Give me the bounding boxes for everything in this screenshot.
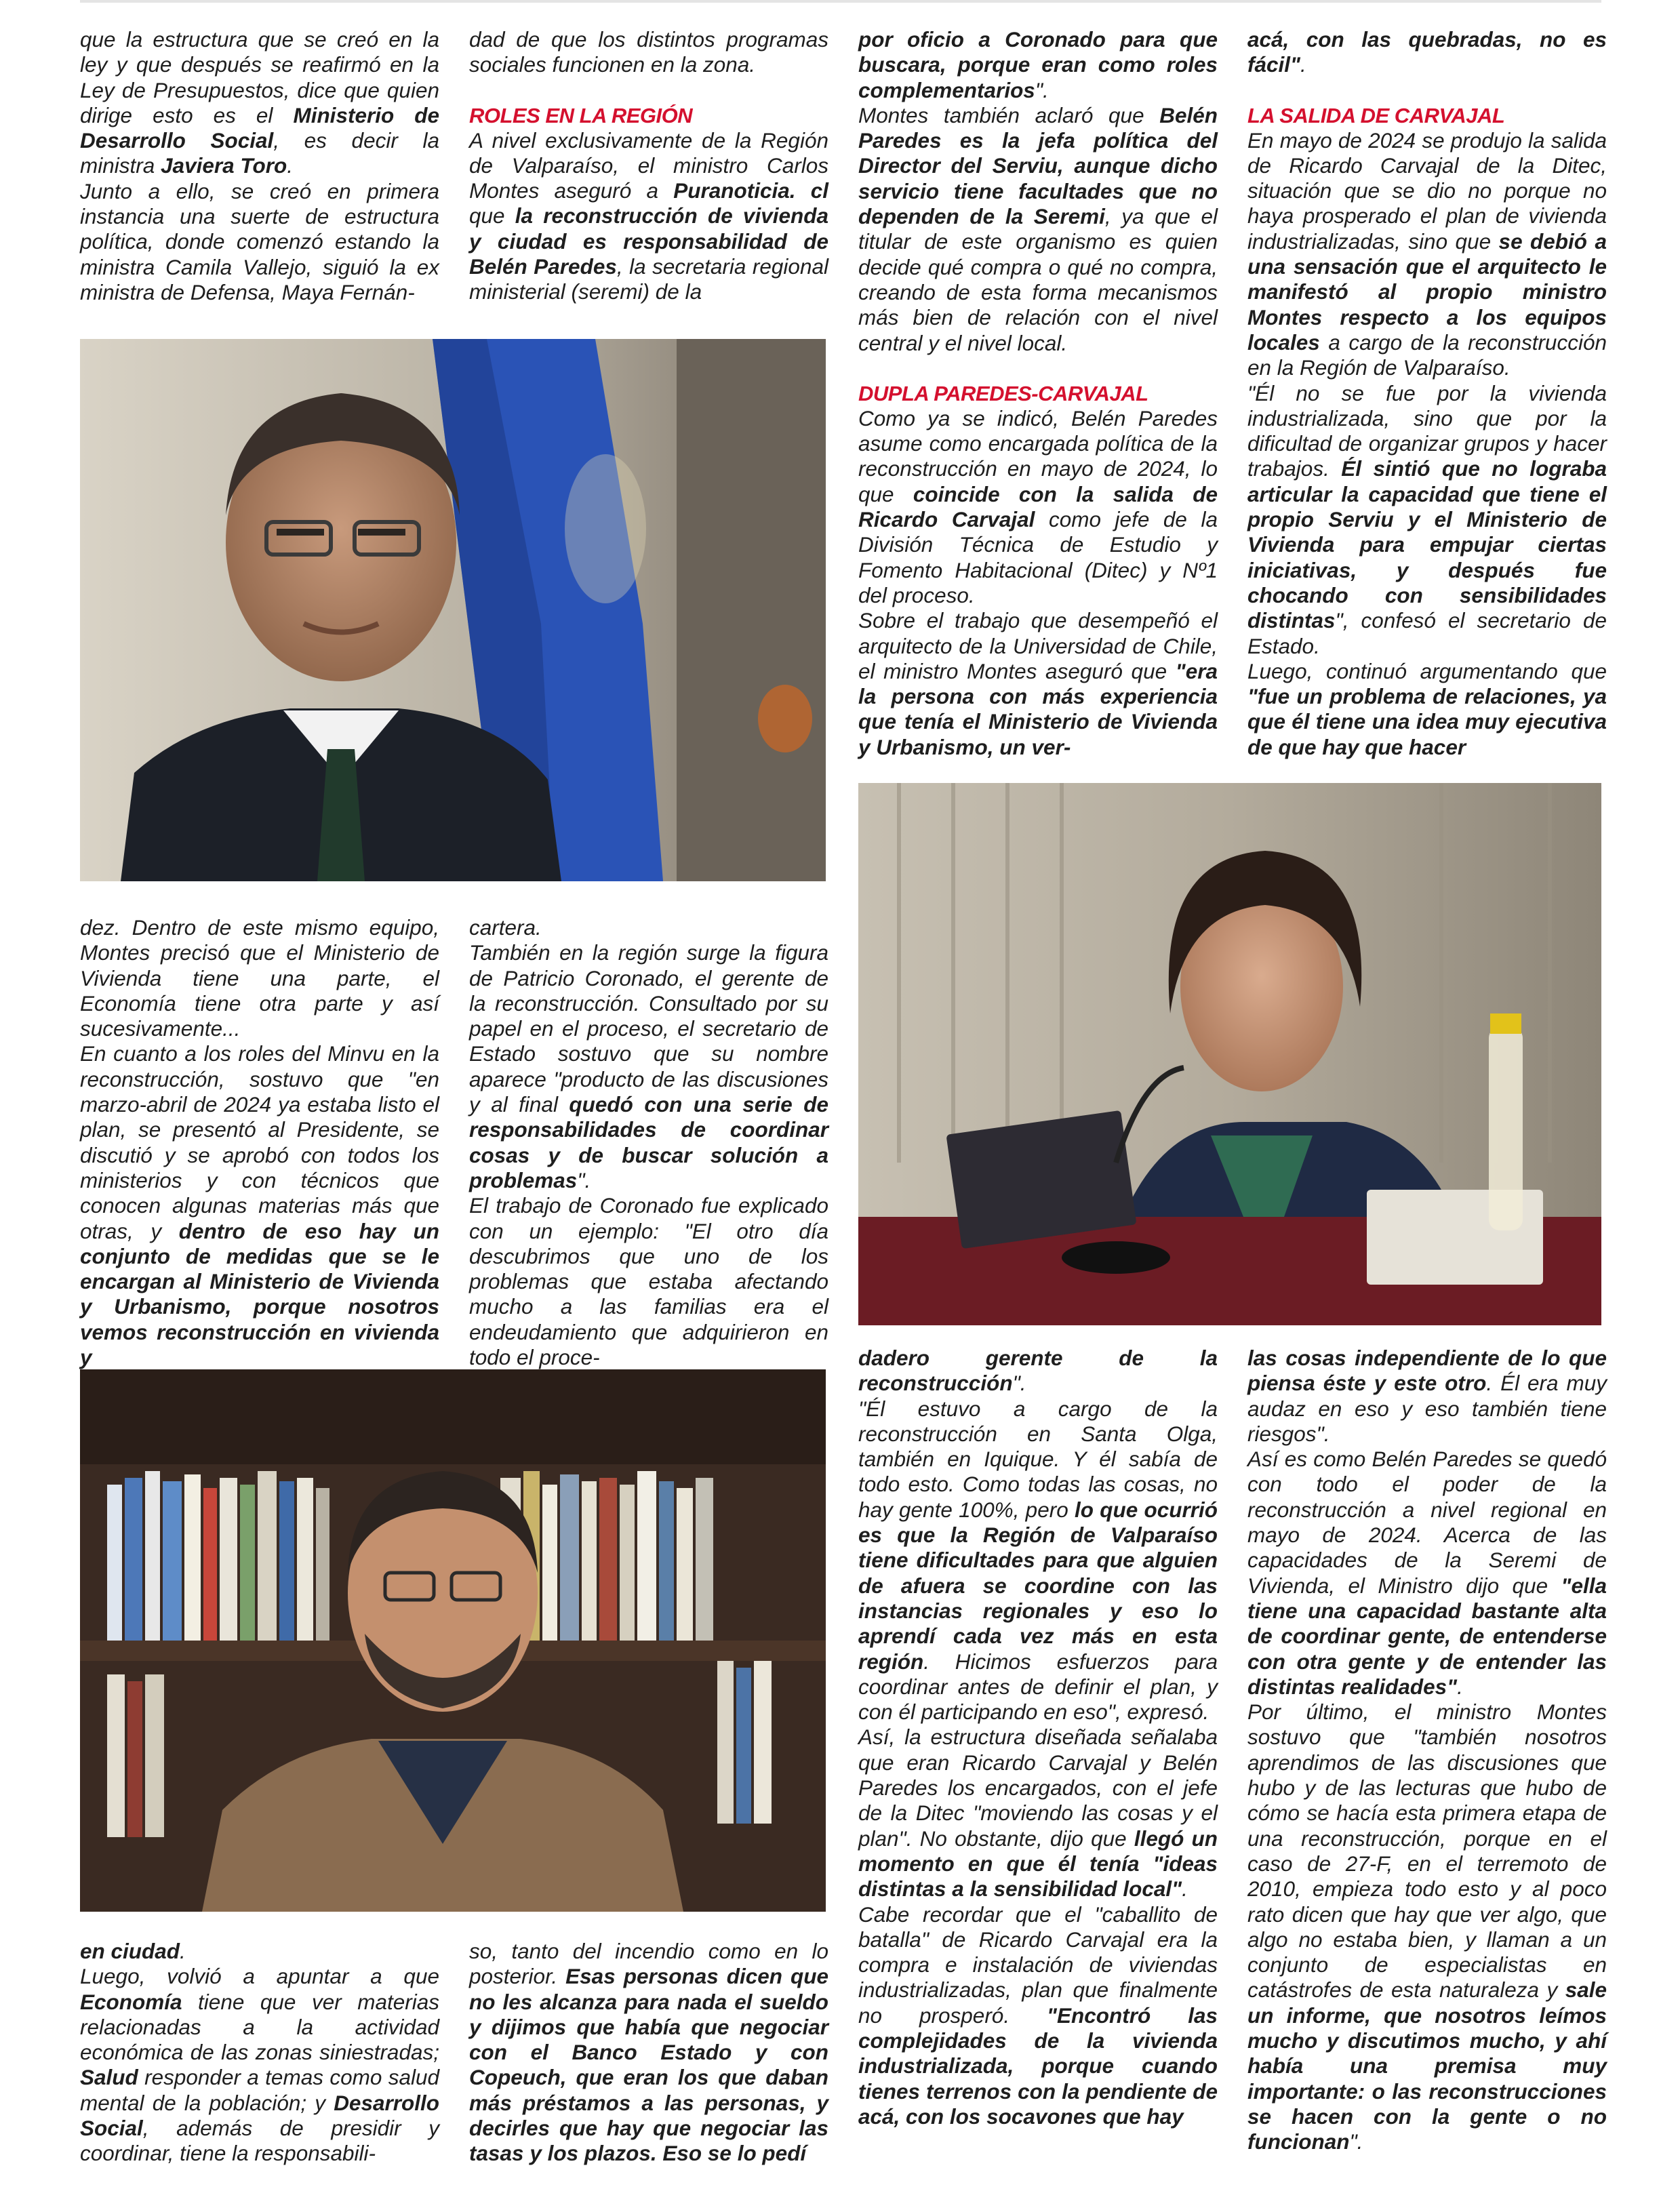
text-block-r1c2 bbox=[469, 27, 828, 305]
paragraph: Luego, volvió a apuntar a que Economía tiene que ver materias relacionadas a la actividad económica de las zonas siniestradas; Salud responder a temas como salud mental de la población; y Desarrollo Social, además de presidir y coordinar, tiene la responsabili- bbox=[80, 1964, 439, 2166]
carvajal-library-image bbox=[80, 1369, 826, 1912]
paragraph: Junto a ello, se creó en primera instancia una suerte de estructura política, donde comenzó estando la ministra Camila Vallejo, siguió la ex ministra de Defensa, Maya Fernán- bbox=[80, 178, 439, 304]
paragraph: "Él estuvo a cargo de la reconstrucción en Santa Olga, también en Iquique. Y él sabía de todo esto. Como todas las cosas, no hay gente 100%, pero lo que ocurrió es que la Región de Valparaíso tiene dificultades para que alguien de afuera se coordine con las instancias regionales y eso lo aprendí cada vez más en esta región. Hicimos esfuerzos para coordinar antes de definir el plan, y con él participando en eso", expresó. bbox=[858, 1396, 1218, 1725]
paragraph: acá, con las quebradas, no es fácil". bbox=[1247, 27, 1607, 77]
paragraph: dad de que los distintos programas sociales funcionen en la zona. bbox=[469, 27, 828, 77]
text-block-r3c2 bbox=[469, 1939, 828, 2167]
paragraph: cartera. bbox=[469, 915, 542, 940]
minister-portrait-photo bbox=[80, 339, 826, 881]
text-block-r2c1 bbox=[80, 915, 439, 1370]
section-heading-dupla: DUPLA PAREDES-CARVAJAL bbox=[858, 381, 1148, 405]
paragraph: las cosas independiente de lo que piensa éste y este otro. Él era muy audaz en eso y eso también tiene riesgos". bbox=[1247, 1346, 1607, 1446]
paragraph: "Él no se fue por la vivienda industrializada, sino que por la dificultad de organizar grupos y hacer trabajos. Él sintió que no lograba articular la capacidad que tiene el propio Serviu y el Ministerio de Vivienda para empujar ciertas iniciativas, y después fue chocando con sensibilidades distintas", confesó el secretario de Estado. bbox=[1247, 380, 1607, 658]
text-block-r2c4 bbox=[1247, 1346, 1607, 2155]
paragraph: Como ya se indicó, Belén Paredes asume como encargada política de la reconstrucción en mayo de 2024, lo que coincide con la salida de Ricardo Carvajal como jefe de la División Técnica de Estudio y Fomento Habitacional (Ditec) y Nº1 del proceso. bbox=[858, 405, 1218, 607]
paragraph: Montes también aclaró que Belén Paredes es la jefa política del Director del Serviu, aunque dicho servicio tiene facultades que no dependen de la Seremi, ya que el titular de este organismo es quien decide qué compra o qué no compra, creando de esta forma mecanismos más bien de relación con el nivel central y el nivel local. bbox=[858, 102, 1218, 355]
paragraph: Sobre el trabajo que desempeñó el arquitecto de la Universidad de Chile, el ministro Montes aseguró que "era la persona con más experiencia que tenía el Ministerio de Vivienda y Urbanismo, un ver- bbox=[858, 608, 1218, 759]
paragraph: A nivel exclusivamente de la Región de Valparaíso, el ministro Carlos Montes aseguró a Puranoticia. cl que la reconstrucción de vivienda y ciudad es responsabilidad de Belén Paredes, la secretaria regional ministerial (seremi) de la bbox=[469, 127, 828, 304]
paragraph: Luego, continuó argumentando que "fue un problema de relaciones, ya que él tiene una idea muy ejecutiva de que hay que hacer bbox=[1247, 658, 1607, 759]
section-heading-salida: LA SALIDA DE CARVAJAL bbox=[1247, 103, 1505, 127]
top-rule bbox=[80, 0, 1601, 3]
paragraph: Así es como Belén Paredes se quedó con todo el poder de la reconstrucción a nivel regional en mayo de 2024. Acerca de las capacidades de la Seremi de Vivienda, el Ministro dijo que "ella tiene una capacidad bastante alta de coordinar gente, de entenderse con otra gente y de entender las distintas realidades". bbox=[1247, 1447, 1607, 1699]
paredes-hearing-image bbox=[858, 783, 1601, 1325]
paragraph: También en la región surge la figura de Patricio Coronado, el gerente de la reconstrucción. Consultado por su papel en el proceso, el secretario de Estado sostuvo que su nombre aparece "producto de las discusiones y al final quedó con una serie de responsabilidades de coordinar cosas y de buscar solución a problemas". bbox=[469, 940, 829, 1192]
carvajal-library-photo bbox=[80, 1369, 826, 1912]
paragraph: dez. Dentro de este mismo equipo, Montes precisó que el Ministerio de Vivienda tiene una parte, el Economía tiene otra parte y así sucesivamente... bbox=[80, 915, 439, 1041]
paragraph: En mayo de 2024 se produjo la salida de Ricardo Carvajal de la Ditec, situación que se dio no porque no haya prosperado el plan de vivienda industrializadas, sino que se debió a una sensación que el arquitecto le manifestó al propio ministro Montes respecto a los equipos locales a cargo de la reconstrucción en la Región de Valparaíso. bbox=[1247, 127, 1607, 380]
paragraph: Cabe recordar que el "caballito de batalla" de Ricardo Carvajal era la compra e instalación de viviendas industrializadas, plan que finalmente no prosperó. "Encontró las complejidades de la vivienda industrializada, porque cuando tienes terrenos con la pendiente de acá, con los socavones que hay bbox=[858, 1902, 1218, 2129]
paredes-hearing-photo bbox=[858, 783, 1601, 1325]
paragraph: El trabajo de Coronado fue explicado con un ejemplo: "El otro día descubrimos que uno de los problemas que estaba afectando mucho a las familias era el endeudamiento que adquirieron en todo el proce- bbox=[469, 1193, 828, 1370]
section-heading-roles: ROLES EN LA REGIÓN bbox=[469, 103, 693, 127]
text-block-r2c2 bbox=[469, 915, 828, 1370]
text-block-r2c3 bbox=[858, 1346, 1218, 2129]
text-block-r1c4 bbox=[1247, 27, 1607, 760]
paragraph: dadero gerente de la reconstrucción". bbox=[858, 1346, 1218, 1396]
minister-portrait-image bbox=[80, 339, 826, 881]
paragraph: En cuanto a los roles del Minvu en la reconstrucción, sostuvo que "en marzo-abril de 2024 ya estaba listo el plan, se presentó al Presidente, se discutió y se aprobó con todos los ministerios y con técnicos que conocen algunas materias más que otras, y dentro de eso hay un conjunto de medidas que se le encargan al Ministerio de Vivienda y Urbanismo, porque nosotros vemos reconstrucción en vivienda y bbox=[80, 1041, 439, 1370]
text-block-r3c1 bbox=[80, 1939, 439, 2167]
paragraph: Así, la estructura diseñada señalaba que eran Ricardo Carvajal y Belén Paredes los encargados, con el jefe de la Ditec "moviendo las cosas y el plan". No obstante, dijo que llegó un momento en que él tenía "ideas distintas a la sensibilidad local". bbox=[858, 1725, 1218, 1902]
text-block-r1c1 bbox=[80, 27, 439, 305]
paragraph: que la estructura que se creó en la ley y que después se reafirmó en la Ley de Presupuestos, dice que quien dirige esto es el Ministerio de Desarrollo Social, es decir la ministra Javiera Toro. bbox=[80, 27, 439, 178]
paragraph: por oficio a Coronado para que buscara, porque eran como roles complementarios". bbox=[858, 27, 1218, 102]
paragraph: en ciudad. bbox=[80, 1939, 186, 1963]
paragraph: so, tanto del incendio como en lo posterior. Esas personas dicen que no les alcanza para nada el sueldo y dijimos que había que negociar con el Banco Estado y con Copeuch, que eran los que daban más préstamos a las personas, y decirles que hay que negociar las tasas y los plazos. Eso se lo pedí bbox=[469, 1939, 829, 2166]
paragraph: Por último, el ministro Montes sostuvo que "también nosotros aprendimos de las discusiones que hubo y de las lecturas que hubo de cómo se hacía esta primera etapa de una reconstrucción, porque en el caso de 27-F, en el terremoto de 2010, empieza todo esto y al poco rato dicen que hay que ver algo, que algo no estaba bien, y llaman a un conjunto de especialistas en catástrofes de esta naturaleza y sale un informe, que nosotros leímos mucho y discutimos mucho, y ahí había una premisa muy importante: o las reconstrucciones se hacen con la gente o no funcionan". bbox=[1247, 1700, 1607, 2154]
text-block-r1c3 bbox=[858, 27, 1218, 760]
